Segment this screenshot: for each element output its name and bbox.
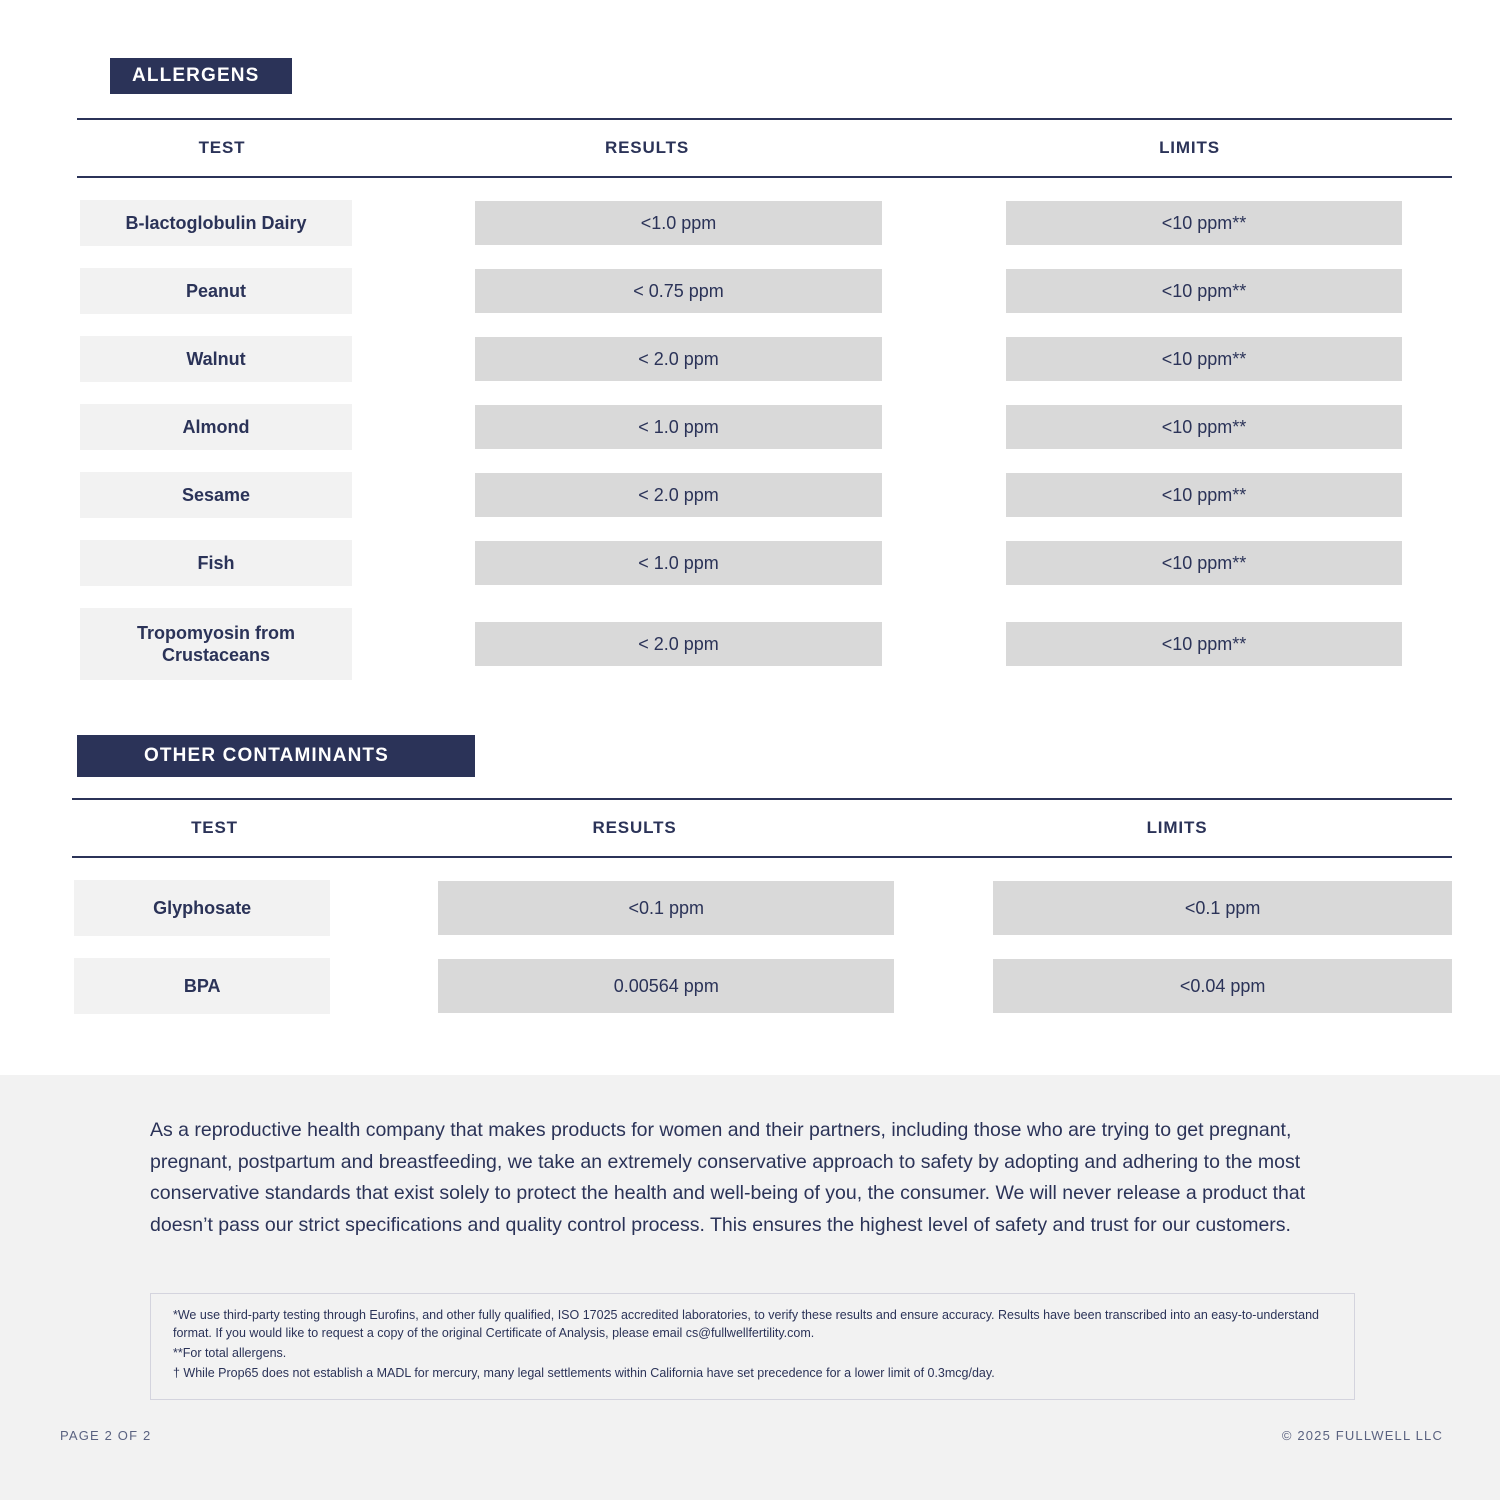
row-test-name: Sesame (80, 472, 352, 518)
row-result-value: < 2.0 ppm (475, 622, 882, 666)
other-contaminants-section-title: OTHER CONTAMINANTS (144, 745, 389, 766)
disclaimer-line-1: *We use third-party testing through Eurofins, and other fully qualified, ISO 17025 accredited laboratories, to verify these results and ensure accuracy. Results have been transcribed into an easy-to-understand format. If you would like to request a copy of the original Certificate of Analysis, please email cs@fullwellfertility.com. (173, 1308, 1320, 1341)
allergens-table (77, 118, 1452, 702)
footer-statement: As a reproductive health company that makes products for women and their partners, including those who are trying to get pregnant, pregnant, postpartum and breastfeeding, we take an extremely conservative approach to safety by adopting and adhering to the most conservative standards that exist solely to protect the health and well-being of you, the consumer. We will never release a product that doesn’t pass our strict specifications and quality control process. This ensures the highest level of safety and trust for our customers. (150, 1119, 1306, 1236)
copyright-notice: © 2025 FULLWELL LLC (1281, 1428, 1443, 1443)
other-header-results: RESULTS (592, 818, 677, 837)
row-test-name: Walnut (80, 336, 352, 382)
other-table-body (72, 858, 1452, 1014)
table-row (77, 200, 1452, 246)
row-limit-value: <0.1 ppm (993, 881, 1452, 935)
row-limit-value: <10 ppm** (1006, 337, 1402, 381)
other-contaminants-section-badge (77, 735, 475, 777)
allergens-header-test: TEST (198, 138, 246, 157)
row-test-name: BPA (74, 958, 330, 1014)
row-limit-value: <0.04 ppm (993, 959, 1452, 1013)
row-test-name: Almond (80, 404, 352, 450)
table-row (77, 540, 1452, 586)
row-limit-value: <10 ppm** (1006, 473, 1402, 517)
table-row (77, 336, 1452, 382)
table-row (77, 268, 1452, 314)
disclaimer-box (150, 1293, 1355, 1400)
allergens-table-body (77, 178, 1452, 680)
row-test-name: Peanut (80, 268, 352, 314)
row-result-value: < 1.0 ppm (475, 541, 882, 585)
allergens-section-badge (110, 58, 292, 94)
row-result-value: < 0.75 ppm (475, 269, 882, 313)
row-result-value: < 2.0 ppm (475, 473, 882, 517)
row-result-value: <1.0 ppm (475, 201, 882, 245)
row-result-value: < 1.0 ppm (475, 405, 882, 449)
table-row (77, 608, 1452, 680)
other-contaminants-table (72, 798, 1452, 1036)
allergens-header-results: RESULTS (604, 138, 690, 157)
allergens-section-title: ALLERGENS (132, 65, 260, 86)
table-row (77, 404, 1452, 450)
other-header-test: TEST (191, 818, 238, 837)
allergens-table-header-row (77, 118, 1452, 178)
row-limit-value: <10 ppm** (1006, 201, 1402, 245)
other-table-header-row (72, 798, 1452, 858)
other-header-limits: LIMITS (1146, 818, 1208, 837)
row-result-value: 0.00564 ppm (438, 959, 894, 1013)
row-result-value: < 2.0 ppm (475, 337, 882, 381)
row-limit-value: <10 ppm** (1006, 405, 1402, 449)
allergens-header-limits: LIMITS (1159, 138, 1220, 157)
row-test-name: Tropomyosin from Crustaceans (80, 608, 352, 680)
disclaimer-line-2: **For total allergens. (173, 1346, 287, 1361)
row-limit-value: <10 ppm** (1006, 269, 1402, 313)
table-row (72, 880, 1452, 936)
row-test-name: Fish (80, 540, 352, 586)
table-row (72, 958, 1452, 1014)
row-test-name: Glyphosate (74, 880, 330, 936)
page-number: PAGE 2 OF 2 (60, 1428, 152, 1443)
row-limit-value: <10 ppm** (1006, 622, 1402, 666)
row-result-value: <0.1 ppm (438, 881, 894, 935)
table-row (77, 472, 1452, 518)
row-test-name: B-lactoglobulin Dairy (80, 200, 352, 246)
row-limit-value: <10 ppm** (1006, 541, 1402, 585)
disclaimer-line-3: † While Prop65 does not establish a MADL for mercury, many legal settlements within California have set precedence for a lower limit of 0.3mcg/day. (173, 1366, 995, 1381)
